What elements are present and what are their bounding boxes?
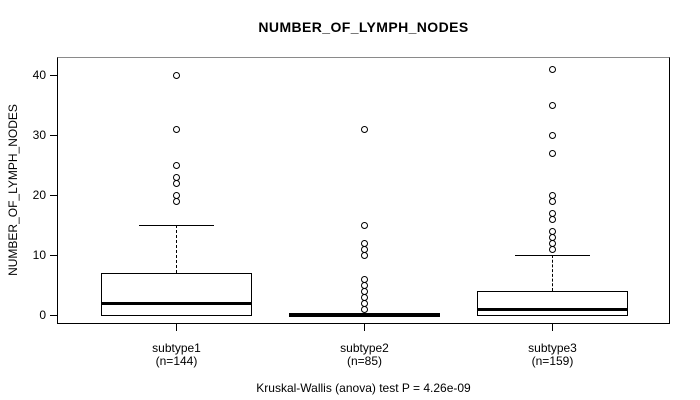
outlier-point [173, 162, 180, 169]
group-count: (n=85) [346, 354, 383, 368]
outlier-point [361, 222, 368, 229]
y-tick-label: 20 [32, 188, 46, 202]
outlier-point [549, 66, 556, 73]
y-tick-label: 10 [32, 248, 46, 262]
outlier-point [549, 240, 556, 247]
y-tick-label: 40 [32, 68, 46, 82]
outlier-point [173, 198, 180, 205]
outlier-point [549, 150, 556, 157]
outlier-point [549, 102, 556, 109]
y-tick [50, 255, 57, 256]
outlier-point [361, 282, 368, 289]
y-axis-label: NUMBER_OF_LYMPH_NODES [6, 104, 20, 276]
outlier-point [173, 180, 180, 187]
outlier-point [173, 72, 180, 79]
outlier-point [549, 210, 556, 217]
box [477, 291, 628, 316]
outlier-point [549, 228, 556, 235]
median-line [477, 308, 628, 311]
outlier-point [173, 126, 180, 133]
y-tick [50, 75, 57, 76]
outlier-point [361, 246, 368, 253]
y-tick-label: 0 [39, 308, 46, 322]
whisker-cap [515, 255, 590, 256]
x-tick [364, 324, 365, 331]
y-tick-label: 30 [32, 128, 46, 142]
outlier-point [361, 300, 368, 307]
y-tick [50, 315, 57, 316]
group-name: subtype1 [152, 341, 201, 355]
median-line [101, 302, 252, 305]
outlier-point [173, 192, 180, 199]
whisker-cap [139, 225, 214, 226]
group-label [295, 342, 435, 368]
y-tick [50, 135, 57, 136]
group-count: (n=159) [531, 354, 574, 368]
group-name: subtype2 [340, 341, 389, 355]
group-label [483, 342, 623, 368]
outlier-point [361, 252, 368, 259]
outlier-point [549, 234, 556, 241]
group-label [107, 342, 247, 368]
outlier-point [549, 192, 556, 199]
whisker-line [176, 225, 177, 273]
outlier-point [361, 126, 368, 133]
group-count: (n=144) [155, 354, 198, 368]
outlier-point [361, 294, 368, 301]
outlier-point [361, 306, 368, 313]
outlier-point [361, 276, 368, 283]
stat-test-caption: Kruskal-Wallis (anova) test P = 4.26e-09 [256, 381, 471, 395]
box [101, 273, 252, 316]
outlier-point [549, 216, 556, 223]
group-name: subtype3 [528, 341, 577, 355]
outlier-point [549, 246, 556, 253]
outlier-point [549, 132, 556, 139]
x-tick [552, 324, 553, 331]
collapsed-box [289, 313, 440, 317]
outlier-point [173, 174, 180, 181]
outlier-point [549, 198, 556, 205]
y-tick [50, 195, 57, 196]
x-tick [176, 324, 177, 331]
outlier-point [361, 240, 368, 247]
chart-title: NUMBER_OF_LYMPH_NODES [258, 19, 469, 35]
whisker-line [552, 255, 553, 291]
outlier-point [361, 288, 368, 295]
